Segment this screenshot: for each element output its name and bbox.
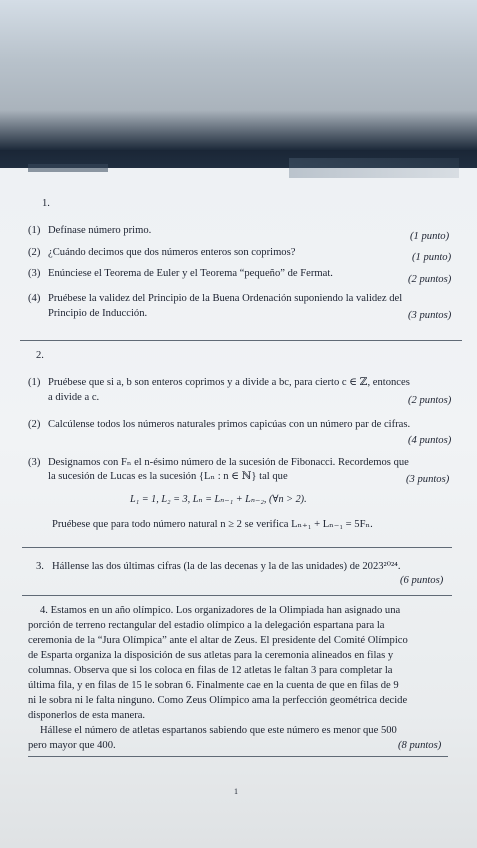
s2-item3-text-line1: Designamos con Fₙ el n-ésimo número de la sucesión de Fibonacci. Recordemos que — [48, 457, 409, 468]
section-3-text: Hállense las dos últimas cifras (la de las decenas y la de las unidades) de 2023²⁰²⁴. — [52, 561, 401, 572]
header-left-blurred — [28, 164, 108, 172]
s1-item2-points: (1 punto) — [412, 252, 452, 263]
s4-line-1: 4. Estamos en un año olímpico. Los organizadores de la Olimpiada han asignado una — [40, 605, 401, 616]
s4-line-10: pero mayor que 400. — [28, 740, 116, 751]
s4-line-5: columnas. Observa que si los coloca en filas de 12 atletas le faltan 3 para completar la — [28, 665, 393, 676]
s4-line-4: de Esparta organiza la disposición de sus atletas para la ceremonia alineados en filas y — [28, 650, 394, 661]
s2-item3-points: (3 puntos) — [406, 474, 450, 485]
s2-item3-label: (3) — [28, 457, 41, 468]
section-3-points: (6 puntos) — [400, 575, 444, 586]
s2-item1-text-line1: Pruébese que si a, b son enteros coprimos y a divide a bc, para cierto c ∈ ℤ, entonces — [48, 377, 410, 388]
section-2-number: 2. — [36, 350, 44, 361]
header-right-blurred — [289, 158, 459, 178]
s1-item1-label: (1) — [28, 225, 41, 236]
s4-line-7: ni le sobra ni le falta ninguno. Como Zeus Olímpico ama la perfección geométrica decide — [28, 695, 408, 706]
s4-line-3: ceremonia de la “Jura Olímpica” ante el altar de Zeus. El presidente del Comité Olímpico — [28, 635, 408, 646]
s4-line-9: Hállese el número de atletas espartanos sabiendo que este número es menor que 500 — [40, 725, 397, 736]
divider-2 — [22, 547, 452, 548]
s2-item2-points: (4 puntos) — [408, 435, 452, 446]
s1-item4-points: (3 puntos) — [408, 310, 452, 321]
page-number: 1 — [234, 787, 238, 796]
s2-item1-text-line2: a divide a c. — [48, 392, 100, 403]
s2-item1-label: (1) — [28, 377, 41, 388]
s2-item3-conclusion: Pruébese que para todo número natural n ≥ 2 se verifica Lₙ₊₁ + Lₙ₋₁ = 5Fₙ. — [52, 519, 373, 530]
s4-line-2: porción de terreno rectangular del estadio olímpico a la delegación espartana para la — [28, 620, 385, 631]
s4-line-8: disponerlos de esta manera. — [28, 710, 146, 721]
s1-item2-label: (2) — [28, 247, 41, 258]
s2-item2-label: (2) — [28, 419, 41, 430]
s1-item3-label: (3) — [28, 268, 41, 279]
divider-1 — [20, 340, 462, 341]
divider-4 — [28, 756, 448, 757]
s4-line-6: última fila, y en filas de 15 le sobran 6. Finalmente cae en la cuenta de que en filas de 9 — [28, 680, 399, 691]
section-1-number: 1. — [42, 198, 50, 209]
s1-item1-points: (1 punto) — [410, 231, 450, 242]
s1-item3-text: Enúnciese el Teorema de Euler y el Teorema “pequeño” de Fermat. — [48, 268, 333, 279]
lucas-formula: L₁ = 1, L₂ = 3, Lₙ = Lₙ₋₁ + Lₙ₋₂, (∀n > 2). — [130, 494, 307, 505]
section-4-points: (8 puntos) — [398, 740, 442, 751]
s2-item2-text: Calcúlense todos los números naturales primos capicúas con un número par de cifras. — [48, 419, 411, 430]
s2-item1-points: (2 puntos) — [408, 395, 452, 406]
s2-item3-text-line2: la sucesión de Lucas es la sucesión {Lₙ : n ∈ ℕ} tal que — [48, 471, 288, 482]
s1-item2-text: ¿Cuándo decimos que dos números enteros son coprimos? — [48, 247, 296, 258]
section-3-number: 3. — [36, 561, 44, 572]
divider-3 — [22, 595, 452, 596]
s1-item4-text-line1: Pruébese la validez del Principio de la Buena Ordenación suponiendo la validez del — [48, 293, 403, 304]
s1-item3-points: (2 puntos) — [408, 274, 452, 285]
s1-item4-text-line2: Principio de Inducción. — [48, 308, 148, 319]
s1-item1-text: Defínase número primo. — [48, 225, 152, 236]
s1-item4-label: (4) — [28, 293, 41, 304]
